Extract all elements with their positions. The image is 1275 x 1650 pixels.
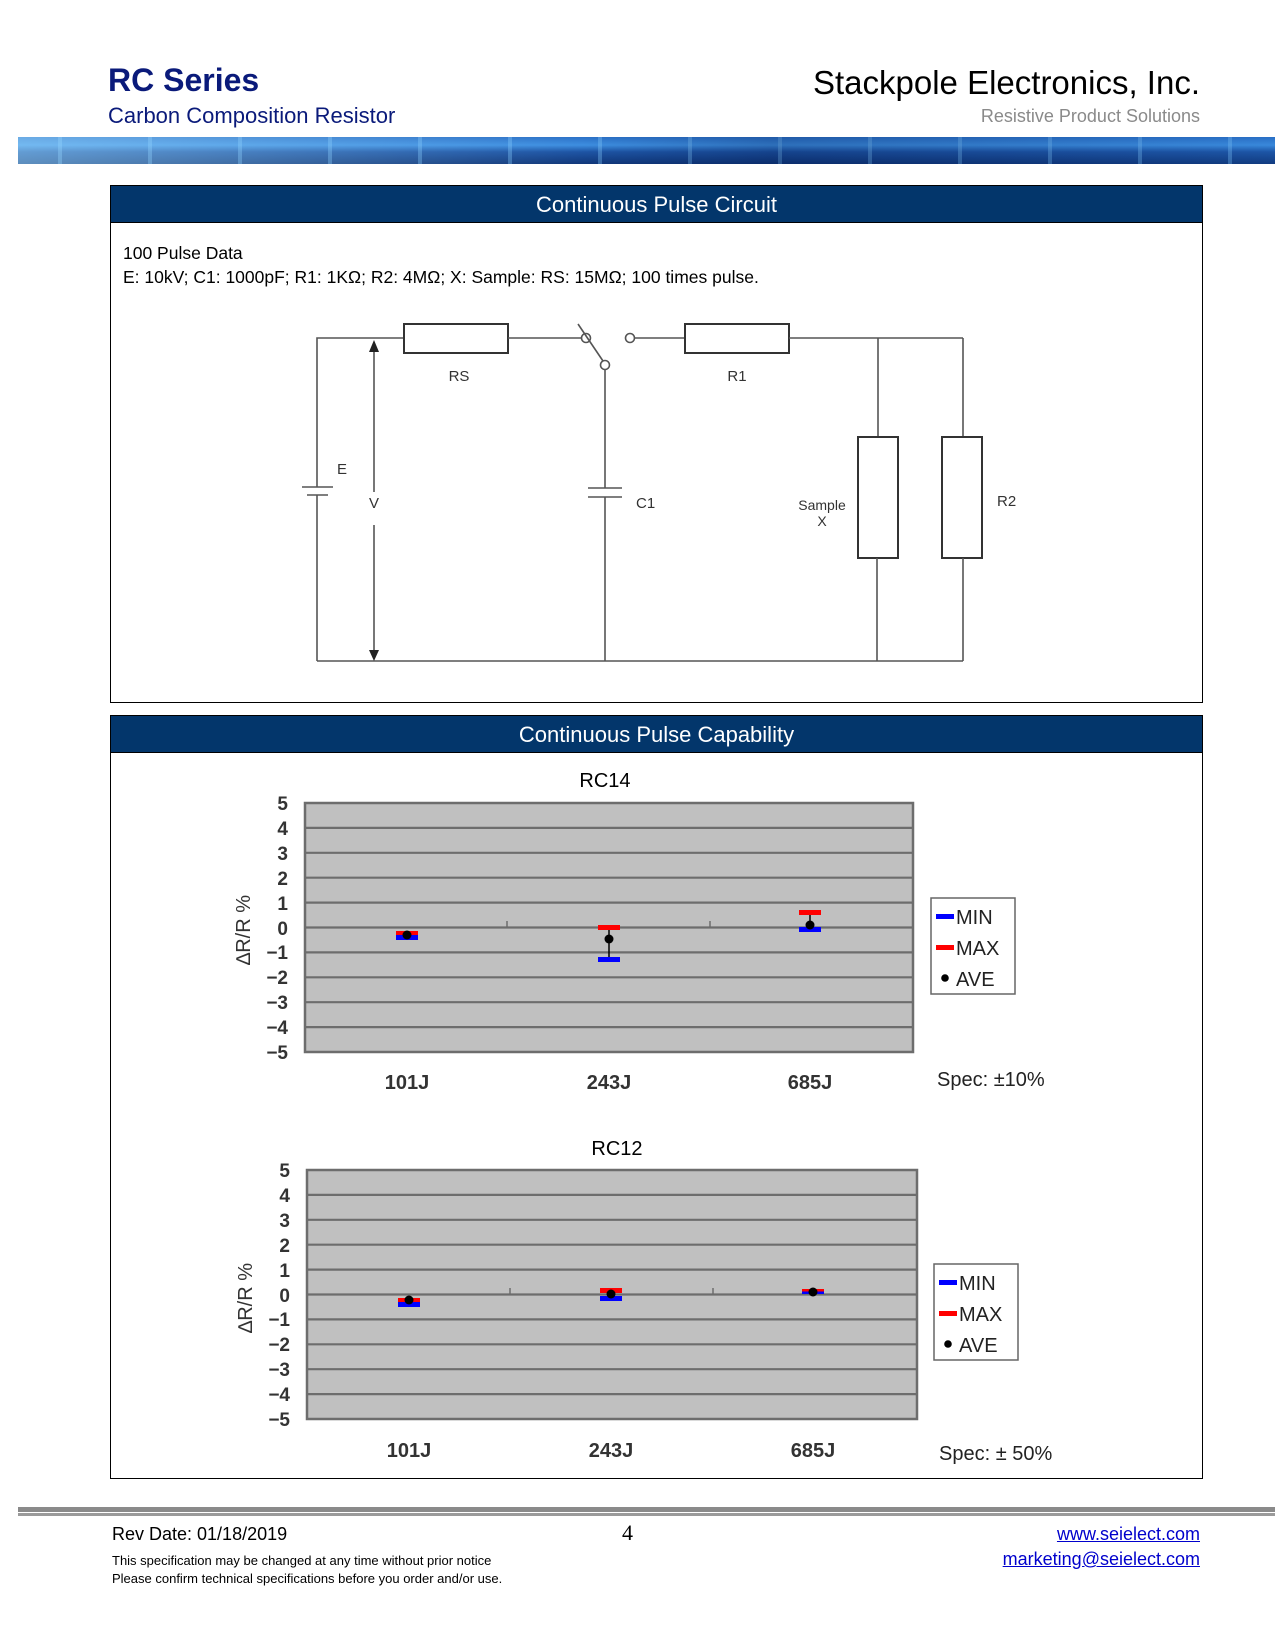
rc12-ytick: −4 <box>268 1385 290 1406</box>
rc14-ylabel: ∆R/R % <box>233 894 255 966</box>
legend-min-label: MIN <box>959 1273 996 1295</box>
legend-max-swatch-icon <box>939 1311 957 1316</box>
label-r1: R1 <box>727 368 747 385</box>
rc14-ytick: −3 <box>266 993 288 1014</box>
rc12-spec: Spec: ± 50% <box>939 1443 1053 1465</box>
notice-line-2: Please confirm technical specifications before you order and/or use. <box>112 1571 503 1586</box>
page-number: 4 <box>622 1520 633 1545</box>
rc14-legend <box>931 898 1015 994</box>
rc12-ylabel: ∆R/R % <box>235 1262 257 1334</box>
legend-max-label: MAX <box>956 938 1000 960</box>
rc12-ytick: 3 <box>279 1211 290 1232</box>
pulse-data-heading: 100 Pulse Data <box>123 243 243 263</box>
legend-ave-dot-icon <box>941 974 949 982</box>
series-subtitle: Carbon Composition Resistor <box>108 103 396 128</box>
voltage-arrow-up-icon <box>369 340 379 352</box>
email-link[interactable]: marketing@seielect.com <box>1002 1549 1200 1569</box>
legend-min-label: MIN <box>956 907 993 929</box>
legend-ave-label: AVE <box>959 1335 998 1357</box>
company-name: Stackpole Electronics, Inc. <box>812 64 1200 101</box>
rc14-xtick: 243J <box>586 1072 632 1094</box>
rc14-ytick: 1 <box>277 894 288 915</box>
rc12-ytick: −3 <box>268 1360 290 1381</box>
label-rs: RS <box>448 368 470 385</box>
rev-date: Rev Date: 01/18/2019 <box>112 1524 288 1544</box>
rc14-xtick: 685J <box>787 1072 833 1094</box>
legend-min-swatch-icon <box>936 914 954 919</box>
rc12-xtick: 243J <box>588 1440 634 1462</box>
label-c1: C1 <box>636 495 656 512</box>
legend-max-swatch-icon <box>936 945 954 950</box>
rc14-ytick: 0 <box>277 919 288 940</box>
rc12-legend <box>934 1264 1018 1360</box>
rc14-ytick: −5 <box>266 1043 288 1064</box>
rc12-xtick: 685J <box>790 1440 836 1462</box>
rc14-spec: Spec: ±10% <box>937 1069 1045 1091</box>
rc14-ytick: 3 <box>277 844 288 865</box>
rc14-ytick: 2 <box>277 869 288 890</box>
voltage-arrow-down-icon <box>369 650 379 661</box>
rc14-ytick: 4 <box>277 819 288 840</box>
notice-line-1: This specification may be changed at any time without prior notice <box>112 1553 492 1568</box>
legend-min-swatch-icon <box>939 1280 957 1285</box>
capability-section-title: Continuous Pulse Capability <box>111 716 1202 753</box>
label-e: E <box>337 461 348 478</box>
rc14-ytick: −2 <box>266 968 288 989</box>
circuit-section-title: Continuous Pulse Circuit <box>111 186 1202 223</box>
rc12-ytick: −1 <box>268 1310 290 1331</box>
rc14-chart <box>110 760 1201 1100</box>
rc12-ytick: 5 <box>279 1161 290 1182</box>
label-sample: Sample <box>798 497 846 513</box>
rc12-ytick: 0 <box>279 1286 290 1307</box>
label-v: V <box>369 495 380 512</box>
legend-ave-label: AVE <box>956 969 995 991</box>
label-r2: R2 <box>997 493 1017 510</box>
pulse-parameters: E: 10kV; C1: 1000pF; R1: 1KΩ; R2: 4MΩ; X: Sample: RS: 15MΩ; 100 times pulse. <box>123 267 759 287</box>
rc12-chart-title: RC12 <box>591 1138 643 1160</box>
rc14-ytick: 5 <box>277 794 288 815</box>
rc12-xtick: 101J <box>386 1440 432 1462</box>
rc12-ytick: 4 <box>279 1186 290 1207</box>
company-tagline: Resistive Product Solutions <box>980 106 1200 126</box>
series-title: RC Series <box>108 62 260 98</box>
rc14-chart-title: RC14 <box>579 770 631 792</box>
rc14-xtick: 101J <box>384 1072 430 1094</box>
rc12-ytick: 1 <box>279 1261 290 1282</box>
rc12-ytick: −5 <box>268 1410 290 1431</box>
website-link[interactable]: www.seielect.com <box>1056 1524 1200 1544</box>
legend-max-label: MAX <box>959 1304 1003 1326</box>
rc14-ytick: −4 <box>266 1018 288 1039</box>
rc14-point-101J <box>396 931 418 941</box>
rc14-ytick: −1 <box>266 943 288 964</box>
label-x: X <box>817 513 827 529</box>
rc12-ytick: 2 <box>279 1236 290 1257</box>
legend-ave-dot-icon <box>944 1340 952 1348</box>
rc12-ytick: −2 <box>268 1335 290 1356</box>
footer-divider <box>18 1507 1275 1516</box>
rc12-chart <box>110 1128 1201 1468</box>
